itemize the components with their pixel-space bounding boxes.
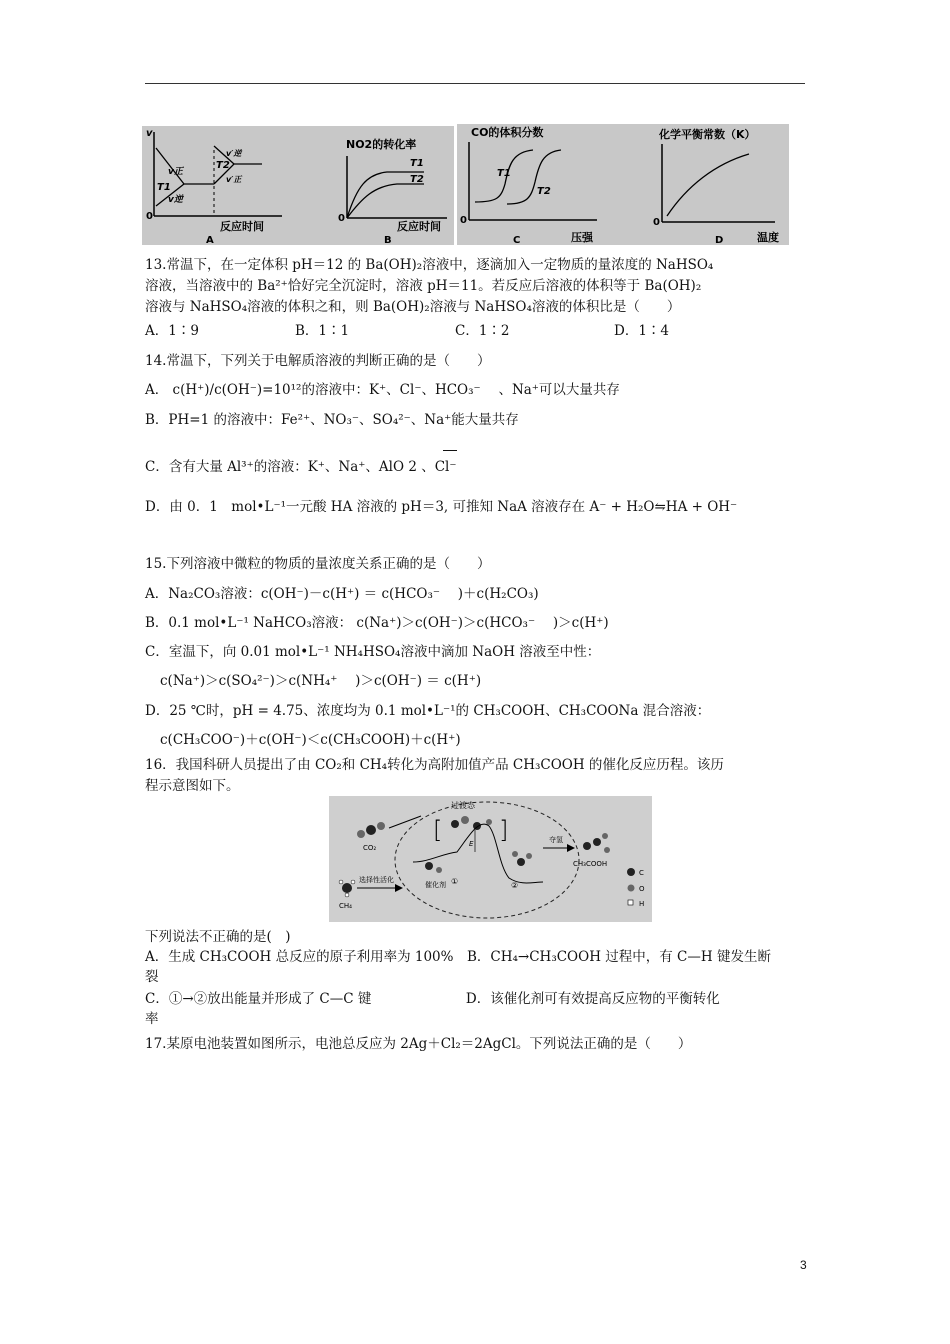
- dehydrogenation-label: 夺氢: [549, 836, 563, 844]
- q15-option-d2: c(CH₃COO⁻)＋c(OH⁻)＜c(CH₃COOH)＋c(H⁺): [160, 732, 461, 748]
- q17-stem: 17.某原电池装置如图所示，电池总反应为 2Ag＋Cl₂＝2AgCl。下列说法正确的是（ ）: [145, 1036, 692, 1052]
- q15-option-a: A．Na₂CO₃溶液：c(OH⁻)－c(H⁺) ＝ c(HCO₃⁻ )＋c(H₂CO₃): [145, 586, 539, 602]
- q16-ask: 下列说法不正确的是( ): [145, 929, 291, 945]
- q16-options-cd-line1: C．①→②放出能量并形成了 C—C 键 D．该催化剂可有效提高反应物的平衡转化: [145, 991, 720, 1007]
- b-t2: T2: [410, 174, 424, 185]
- reaction-diagram: [329, 796, 652, 922]
- q16-line2: 程示意图如下。: [145, 778, 240, 794]
- a-xlabel: 反应时间: [220, 220, 264, 233]
- q16-options-ab-line2: 裂: [145, 969, 159, 985]
- c-ylabel: CO的体积分数: [471, 126, 544, 139]
- catalyst-label: 催化剂: [425, 881, 446, 889]
- c-letter: C: [513, 235, 521, 245]
- q13-option-d: D．1∶4: [614, 323, 670, 339]
- a-v-prime-reverse: v′逆: [226, 149, 242, 158]
- step1-label: ①: [451, 877, 459, 886]
- selective-label: 选择性活化: [359, 876, 394, 884]
- b-t1: T1: [410, 158, 424, 169]
- page-number: 3: [800, 1258, 807, 1272]
- q15-option-c2: c(Na⁺)＞c(SO₄²⁻)＞c(NH₄⁺ )＞c(OH⁻) ＝ c(H⁺): [160, 673, 482, 689]
- legend-h: H: [639, 900, 645, 908]
- b-letter: B: [384, 235, 392, 245]
- transition-state-label: 过渡态: [451, 801, 475, 810]
- a-v-prime-forward: v′正: [226, 175, 242, 184]
- q15-option-b: B．0.1 mol•L⁻¹ NaHCO₃溶液： c(Na⁺)＞c(OH⁻)＞c(HCO₃⁻ )＞c(H⁺): [145, 615, 609, 631]
- c-xlabel: 压强: [571, 231, 593, 244]
- a-letter: A: [206, 235, 214, 245]
- q13-option-c: C．1∶2: [455, 323, 510, 339]
- reaction-diagram-svg: [329, 796, 652, 922]
- q13-line3: 溶液与 NaHSO₄溶液的体积之和，则 Ba(OH)₂溶液与 NaHSO₄溶液的体积比是（ ）: [145, 299, 681, 315]
- a-t2: T2: [216, 160, 230, 171]
- q14-option-d: D．由 0．1 mol•L⁻¹一元酸 HA 溶液的 pH＝3, 可推知 NaA 溶液存在 A⁻ + H₂O⇋HA + OH⁻: [145, 499, 738, 515]
- header-rule: [145, 83, 805, 84]
- q14-stem: 14.常温下，下列关于电解质溶液的判断正确的是（ ）: [145, 353, 491, 369]
- q15-stem: 15.下列溶液中微粒的物质的量浓度关系正确的是（ ）: [145, 556, 491, 572]
- q13-option-a: A．1∶9: [145, 323, 199, 339]
- graphs-a-b: [142, 126, 454, 245]
- q13-option-b: B．1∶1: [295, 323, 350, 339]
- q16-line1: 16．我国科研人员提出了由 CO₂和 CH₄转化为高附加值产品 CH₃COOH 的催化反应历程。该历: [145, 757, 724, 773]
- overline-mark: [443, 450, 457, 451]
- c-t1: T1: [497, 168, 511, 179]
- graphs-c-d: [457, 124, 789, 245]
- c-t2: T2: [537, 186, 551, 197]
- a-origin: 0: [146, 211, 153, 222]
- a-t1: T1: [157, 182, 171, 193]
- energy-label: E: [469, 840, 474, 848]
- q15-option-c1: C．室温下，向 0.01 mol•L⁻¹ NH₄HSO₄溶液中滴加 NaOH 溶液至中性：: [145, 644, 601, 660]
- q16-options-ab-line1: A．生成 CH₃COOH 总反应的原子利用率为 100% B．CH₄→CH₃COOH 过程中，有 C—H 键发生断: [145, 949, 771, 965]
- b-xlabel: 反应时间: [397, 220, 441, 233]
- svg-text:]: ]: [499, 816, 509, 844]
- a-v-reverse: v逆: [168, 195, 183, 205]
- q14-option-b: B．PH=1 的溶液中：Fe²⁺、NO₃⁻、SO₄²⁻、Na⁺能大量共存: [145, 412, 519, 428]
- c-origin: 0: [460, 215, 467, 226]
- q16-options-cd-line2: 率: [145, 1011, 159, 1027]
- svg-text:[: [: [433, 816, 443, 844]
- step2-label: ②: [511, 881, 519, 890]
- q15-option-d1: D．25 ℃时，pH = 4.75、浓度均为 0.1 mol•L⁻¹的 CH₃COOH、CH₃COONa 混合溶液：: [145, 703, 711, 719]
- q13-line2: 溶液，当溶液中的 Ba²⁺恰好完全沉淀时，溶液 pH＝11。若反应后溶液的体积等于 Ba(OH)₂: [145, 278, 702, 294]
- d-letter: D: [715, 235, 724, 245]
- a-ylabel: v: [146, 128, 153, 139]
- figure-cd: [457, 124, 789, 245]
- q14-option-a: A． c(H⁺)/c(OH⁻)=10¹²的溶液中：K⁺、Cl⁻、HCO₃⁻ 、Na⁺可以大量共存: [145, 382, 620, 398]
- co2-label: CO₂: [363, 844, 377, 852]
- d-xlabel: 温度: [757, 231, 779, 244]
- legend-c: C: [639, 869, 644, 877]
- product-label: CH₃COOH: [573, 860, 608, 868]
- d-ylabel: 化学平衡常数（K）: [659, 128, 756, 141]
- b-ylabel: NO2的转化率: [346, 138, 417, 151]
- ch4-label: CH₄: [339, 902, 352, 910]
- q14-option-c: C．含有大量 Al³⁺的溶液：K⁺、Na⁺、AlO 2 、Cl⁻: [145, 459, 457, 475]
- b-origin: 0: [338, 213, 345, 224]
- q13-line1: 13.常温下，在一定体积 pH＝12 的 Ba(OH)₂溶液中，逐滴加入一定物质的量浓度的 NaHSO₄: [145, 257, 714, 273]
- a-v-forward: v正: [168, 167, 183, 177]
- d-origin: 0: [653, 217, 660, 228]
- legend-o: O: [639, 885, 645, 893]
- figure-ab: [142, 126, 454, 245]
